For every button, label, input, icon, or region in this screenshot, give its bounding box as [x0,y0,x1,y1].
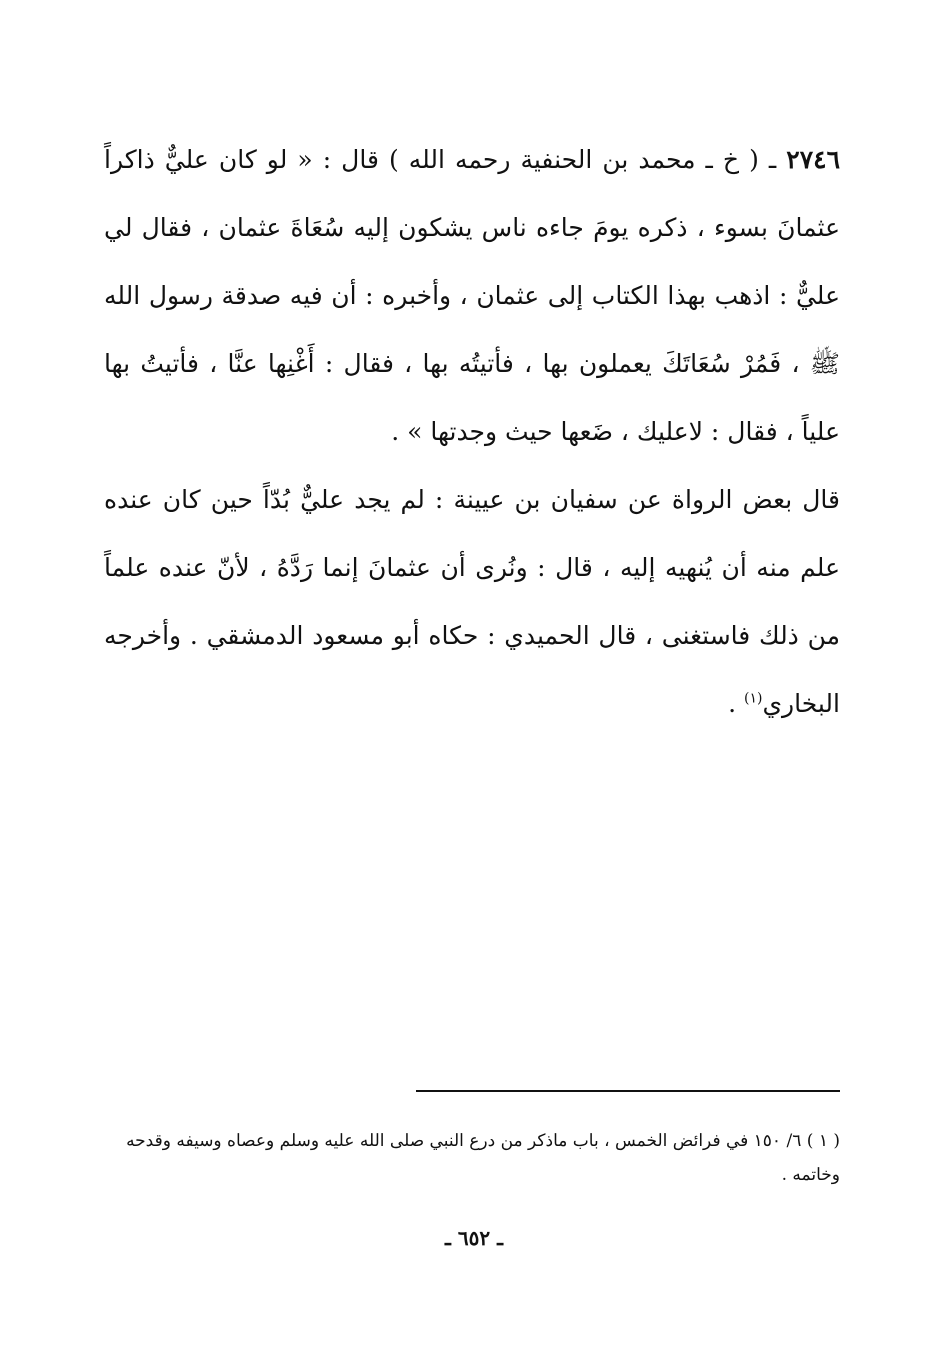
footnote: ( ١ ) ٦/ ١٥٠ في فرائض الخمس ، باب ماذكر من درع النبي صلى الله عليه وسلم وعصاه وسيفه وقدحه وخاتمه . [126,1131,840,1185]
hadith-number: ٢٧٤٦ [786,145,840,174]
hadith-dash: ـ [758,145,787,174]
hadith-paragraph [104,126,840,466]
footnote-reference: (١) [744,690,763,707]
narration-text: قال بعض الرواة عن سفيان بن عيينة : لم يجد عليٌّ بُدّاً حين كان عنده علم منه أن يُنهيه إليه ، قال : ونُرى أن عثمانَ إنما رَدَّهُ ، لأنّ عنده علماً من ذلك فاستغنى ، قال الحميدي : حكاه أبو مسعود الدمشقي . وأخرجه البخاري [104,485,840,718]
page-number: ـ ٦٥٢ ـ [445,1226,503,1250]
hadith-text: ( خ ـ محمد بن الحنفية رحمه الله ) قال : « لو كان عليٌّ ذاكراً عثمانَ بسوء ، ذكره يومَ جاءه ناس يشكون إليه سُعَاةَ عثمان ، فقال لي عليٌّ : اذهب بهذا الكتاب إلى عثمان ، وأخبره : أن فيه صدقة رسول الله ﷺ ، فَمُرْ سُعَاتَكَ يعملون بها ، فأتيتُه بها ، فقال : أَغْنِها عنَّا ، فأتيتُ بها علياً ، فقال : لاعليك ، ضَعها حيث وجدتها » . [104,145,840,446]
narration-end: . [728,689,745,718]
footnote-divider [416,1090,840,1092]
narration-paragraph [104,466,840,738]
